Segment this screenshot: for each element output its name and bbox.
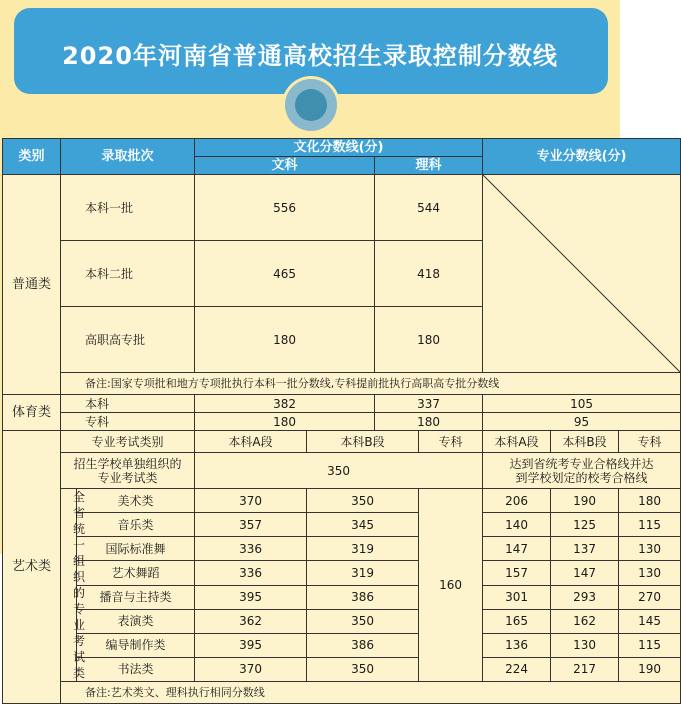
diagonal-empty-cell: [483, 175, 681, 373]
subheader-exam-type: 专业考试类别: [61, 431, 195, 453]
wenke-cell: 465: [195, 241, 375, 307]
art-major-zk-cell: 130: [619, 537, 681, 561]
school-exam-major: 达到省统考专业合格线并达到学校划定的校考合格线: [483, 453, 681, 489]
art-major-a-cell: 136: [483, 633, 551, 657]
batch-cell: 高职高专批: [61, 307, 195, 373]
art-major-zk-cell: 115: [619, 513, 681, 537]
art-major-a-cell: 301: [483, 585, 551, 609]
subheader-major-b: 本科B段: [551, 431, 619, 453]
art-major-zk-cell: 145: [619, 609, 681, 633]
art-major-zk-cell: 180: [619, 489, 681, 513]
wenke-cell: 180: [195, 413, 375, 431]
header-like: 理科: [375, 157, 483, 175]
header-wenke: 文科: [195, 157, 375, 175]
art-a-cell: 336: [195, 537, 307, 561]
header-batch: 录取批次: [61, 139, 195, 175]
art-major-b-cell: 293: [551, 585, 619, 609]
art-a-cell: 357: [195, 513, 307, 537]
unified-exam-label: 全省统一组织的专业考试类: [61, 489, 77, 682]
art-b-cell: 350: [307, 489, 419, 513]
category-putong: 普通类: [3, 175, 61, 395]
art-major-b-cell: 137: [551, 537, 619, 561]
wenke-cell: 556: [195, 175, 375, 241]
art-zk-culture: 160: [419, 489, 483, 682]
batch-cell: 本科一批: [61, 175, 195, 241]
header-culture: 文化分数线(分): [195, 139, 483, 157]
art-type-cell: 音乐类: [77, 513, 195, 537]
medallion-icon: [295, 89, 327, 121]
major-cell: 95: [483, 413, 681, 431]
wenke-cell: 382: [195, 395, 375, 413]
art-a-cell: 336: [195, 561, 307, 585]
major-cell: 105: [483, 395, 681, 413]
subheader-b: 本科B段: [307, 431, 419, 453]
score-table: [2, 138, 681, 704]
art-major-a-cell: 224: [483, 657, 551, 681]
art-type-cell: 艺术舞蹈: [77, 561, 195, 585]
art-major-zk-cell: 270: [619, 585, 681, 609]
subheader-major-a: 本科A段: [483, 431, 551, 453]
header-category: 类别: [3, 139, 61, 175]
wenke-cell: 180: [195, 307, 375, 373]
art-a-cell: 370: [195, 489, 307, 513]
art-type-cell: 国际标准舞: [77, 537, 195, 561]
putong-note: 备注:国家专项批和地方专项批执行本科一批分数线,专科提前批执行高职高专批分数线: [61, 373, 681, 395]
header-major: 专业分数线(分): [483, 139, 681, 175]
art-major-b-cell: 147: [551, 561, 619, 585]
art-major-a-cell: 165: [483, 609, 551, 633]
art-major-a-cell: 147: [483, 537, 551, 561]
art-b-cell: 319: [307, 561, 419, 585]
art-type-cell: 播音与主持类: [77, 585, 195, 609]
art-b-cell: 386: [307, 633, 419, 657]
art-major-zk-cell: 130: [619, 561, 681, 585]
art-type-cell: 书法类: [77, 657, 195, 681]
yishu-note: 备注:艺术类文、理科执行相同分数线: [61, 682, 681, 704]
like-cell: 544: [375, 175, 483, 241]
subheader-zk: 专科: [419, 431, 483, 453]
art-type-cell: 表演类: [77, 609, 195, 633]
art-b-cell: 350: [307, 609, 419, 633]
subheader-major-zk: 专科: [619, 431, 681, 453]
batch-cell: 专科: [61, 413, 195, 431]
like-cell: 337: [375, 395, 483, 413]
art-b-cell: 350: [307, 657, 419, 681]
diagonal-line: [483, 175, 680, 372]
like-cell: 180: [375, 307, 483, 373]
art-major-b-cell: 217: [551, 657, 619, 681]
batch-cell: 本科: [61, 395, 195, 413]
art-a-cell: 362: [195, 609, 307, 633]
art-major-zk-cell: 190: [619, 657, 681, 681]
art-type-cell: 编导制作类: [77, 633, 195, 657]
art-b-cell: 386: [307, 585, 419, 609]
art-major-zk-cell: 115: [619, 633, 681, 657]
school-exam-label: 招生学校单独组织的专业考试类: [61, 453, 195, 489]
art-a-cell: 395: [195, 633, 307, 657]
page-title: 2020年河南省普通高校招生录取控制分数线: [62, 42, 558, 70]
art-a-cell: 395: [195, 585, 307, 609]
art-major-a-cell: 206: [483, 489, 551, 513]
category-tiyu: 体育类: [3, 395, 61, 431]
art-major-b-cell: 162: [551, 609, 619, 633]
art-a-cell: 370: [195, 657, 307, 681]
art-b-cell: 319: [307, 537, 419, 561]
art-major-a-cell: 157: [483, 561, 551, 585]
like-cell: 418: [375, 241, 483, 307]
like-cell: 180: [375, 413, 483, 431]
art-major-b-cell: 130: [551, 633, 619, 657]
category-yishu: 艺术类: [3, 431, 61, 704]
school-exam-culture: 350: [195, 453, 483, 489]
subheader-a: 本科A段: [195, 431, 307, 453]
art-type-cell: 美术类: [77, 489, 195, 513]
art-major-b-cell: 125: [551, 513, 619, 537]
art-major-b-cell: 190: [551, 489, 619, 513]
batch-cell: 本科二批: [61, 241, 195, 307]
art-major-a-cell: 140: [483, 513, 551, 537]
art-b-cell: 345: [307, 513, 419, 537]
